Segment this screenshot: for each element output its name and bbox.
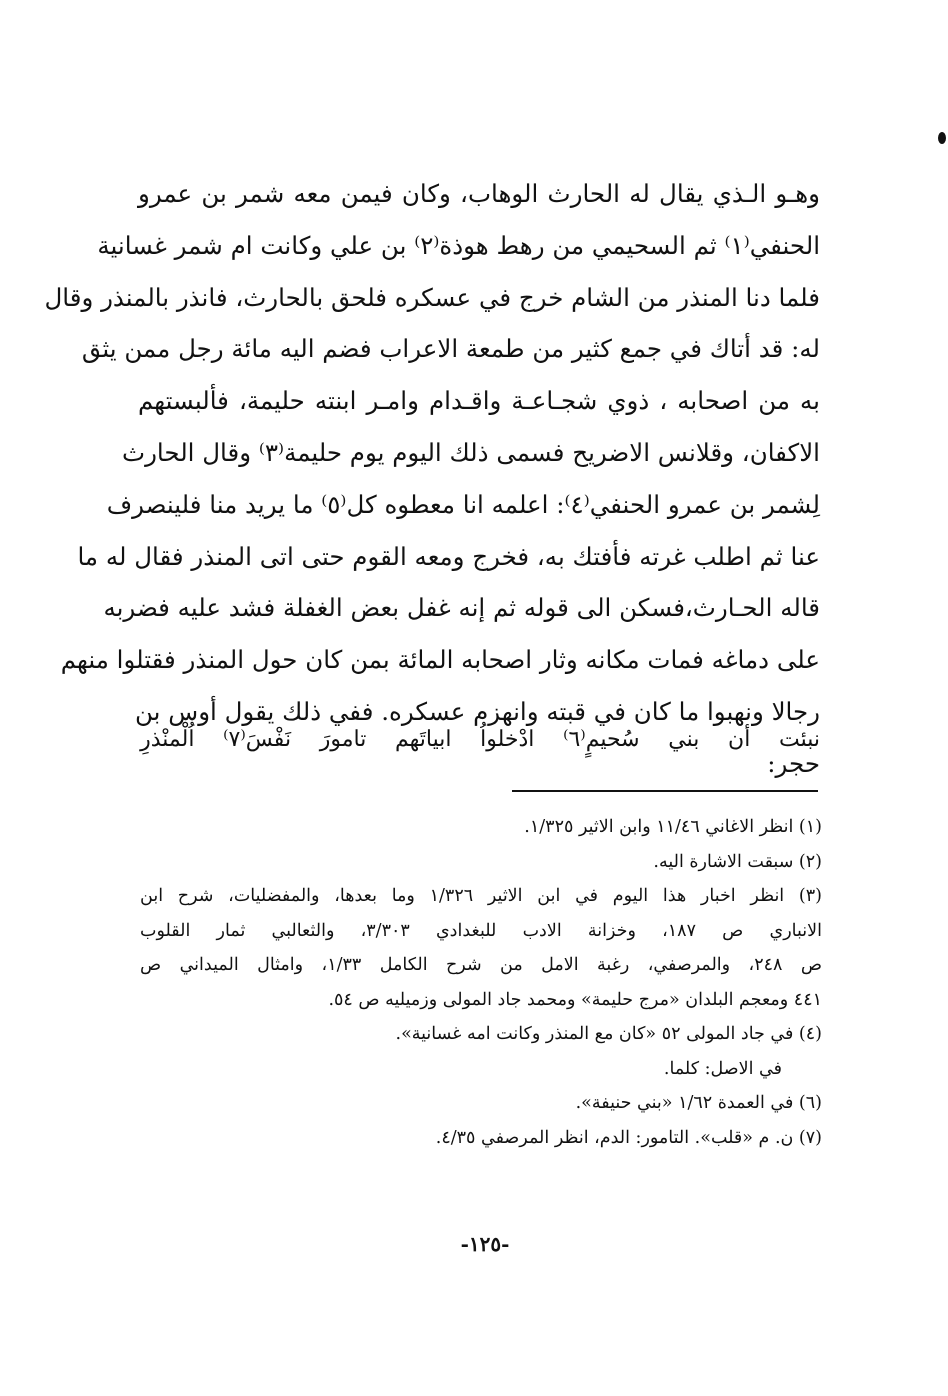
footnote-line: (١) انظر الاغاني ١١/٤٦ وابن الاثير ١/٣٢٥. [524,817,822,837]
footnote-line: ص ٢٤٨، والمرصفي، رغبة الامل من شرح الكامل ١/٣٣، وامثال الميداني ص [140,955,822,975]
page-edge-mark [938,132,946,144]
text-line: رجالا ونهبوا ما كان في قبته وانهزم عسكره. ففي ذلك يقول أوس بن [135,696,820,726]
poetry-verse [140,712,820,768]
footnote-6 [140,1086,822,1121]
footnote-1 [140,810,822,845]
verse-word: سُحيمٍ⁽٦⁾ [563,727,640,752]
verse-word: ادْخلواُ [480,727,535,752]
verse-word: تامورَ [319,727,367,752]
footnote-line: (٧) ن. م «قلب». التامور: الدم، انظر المرصفي ٤/٣٥. [435,1127,822,1148]
verse-word: ابياتَهم [394,727,452,752]
verse-word: بني [668,727,700,752]
main-text [44,168,820,790]
text-line: حجر: [767,748,820,778]
text-line: به من اصحابه ، ذوي شجـاعـة واقـدام وامـر ابنته حليمة، فألبستهم [138,386,820,416]
text-line: لِشمر بن عمرو الحنفي⁽٤⁾: اعلمه انا معطوه كل⁽٥⁾ ما يريد منا فلينصرف [106,489,820,519]
text-line: قاله الحـارث،فسكن الى قوله ثم إنه غفل بعض الغفلة فشد عليه فضربه [103,593,820,623]
verse-word: نَفْسَ⁽٧⁾ [223,727,292,752]
footnote-5 [140,1052,822,1087]
footnotes [140,810,822,1155]
verse-word: أن [728,727,751,752]
text-line: وهـو الـذي يقال له الحارث الوهاب، وكان فيمن معه شمر بن عمرو [138,179,820,208]
footnote-7 [140,1121,822,1156]
footnote-line: في الاصل: كلما. [663,1058,782,1079]
verse-word: نبئت [778,727,820,752]
text-line: له: قد أتاك في جمع كثير من طمعة الاعراب فضم اليه مائة رجل ممن يثق [81,334,820,364]
footnote-4 [140,1017,822,1052]
footnote-3 [140,879,822,1017]
page-number: -١٢٥- [460,1232,510,1256]
footnote-line: (٣) انظر اخبار هذا اليوم في ابن الاثير ١/٣٢٦ وما بعدها، والمفضليات، شرح ابن [140,886,822,906]
footnote-line: الانباري ص ١٨٧، وخزانة الادب للبغدادي ٣/٣٠٣، والثعالبي ثمار القلوب [140,920,822,941]
footnote-line: ٤٤١ ومعجم البلدان «مرج حليمة» ومحمد جاد المولى وزميليه ص ٥٤. [328,989,822,1010]
verse-word: اُلْمنْذرِ [140,727,195,752]
text-line: عنا ثم اطلب غرته فأفتك به، فخرج ومعه القوم حتى اتى المنذر فقال له ما [77,541,820,571]
text-line: الاكفان، وقلانس الاضريح فسمى ذلك اليوم يوم حليمة⁽٣⁾ وقال الحارث [122,437,820,467]
text-line: الحنفي⁽١⁾ ثم السحيمي من رهط هوذة⁽٢⁾ بن علي وكانت ام شمر غسانية [97,230,820,260]
footnote-line: (٤) في جاد المولى ٥٢ «كان مع المنذر وكانت امه غسانية». [395,1024,822,1044]
footnote-2 [140,845,822,880]
footnote-separator [512,790,818,792]
footnote-line: (٦) في العمدة ١/٦٢ «بني حنيفة». [575,1093,822,1113]
text-line: فلما دنا المنذر من الشام خرج في عسكره فلحق بالحارث، فانذر بالمنذر وقال [44,282,820,312]
footnote-line: (٢) سبقت الاشارة اليه. [653,851,822,872]
text-line: على دماغه فمات مكانه وثار اصحابه المائة بمن كان حول المنذر فقتلوا منهم [60,645,820,675]
